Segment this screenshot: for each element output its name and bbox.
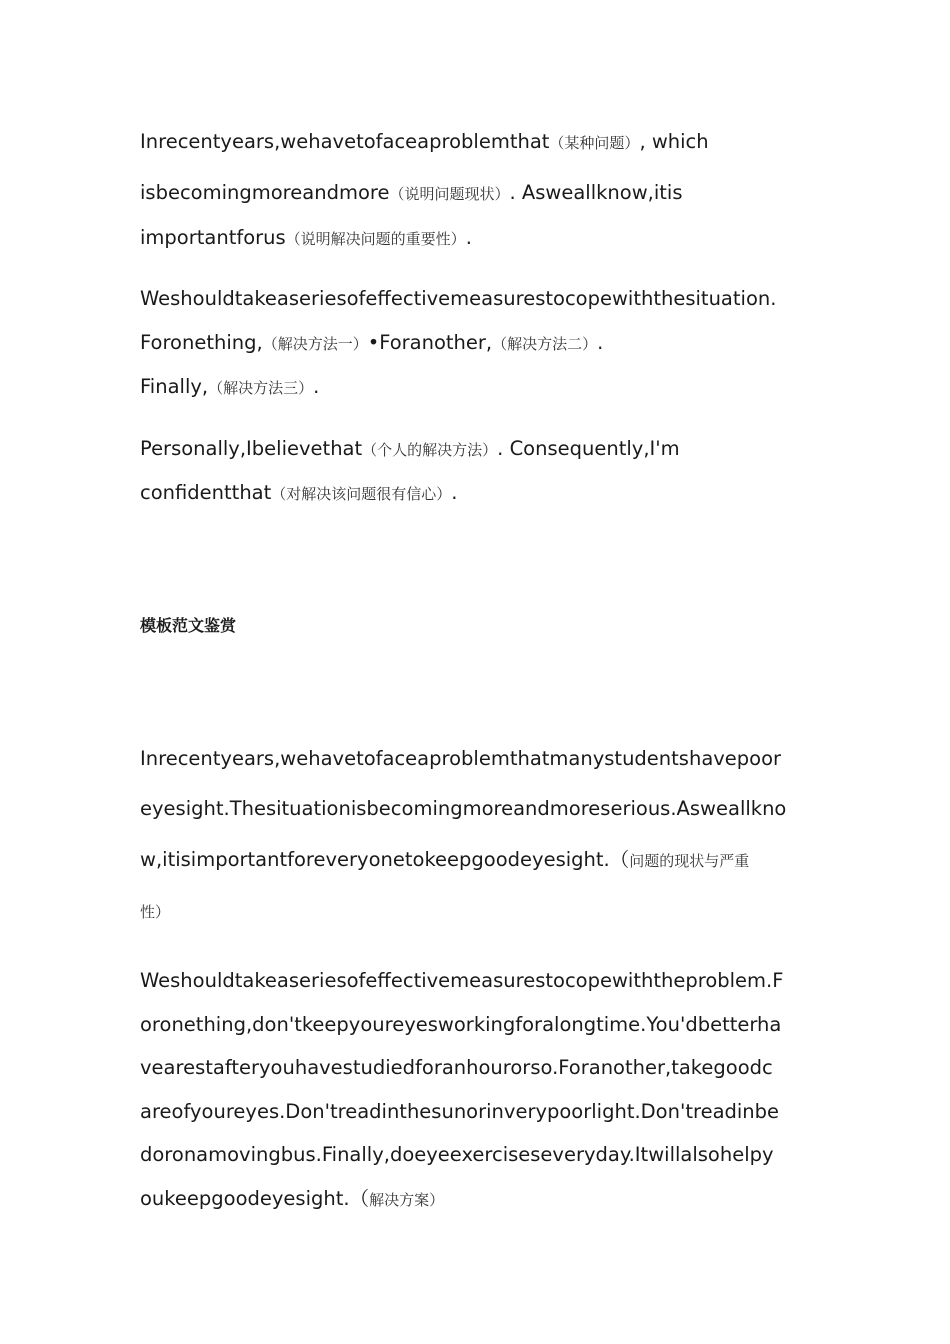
text-line: [140, 333, 603, 353]
text-line: [140, 1015, 781, 1035]
english-text: isbecomingmoreandmore: [140, 181, 390, 204]
text-line: [140, 850, 749, 870]
chinese-note: （说明问题现状）: [389, 185, 510, 203]
chinese-note: 性）: [140, 903, 171, 921]
english-text: Personally,Ibelievethat: [140, 437, 363, 460]
english-text: oronething,don'tkeepyoureyesworkingforalongtime.You'dbetterha: [140, 1013, 782, 1036]
text-line: [140, 289, 776, 309]
english-text: . Asweallknow,itis: [509, 181, 683, 204]
english-text: vearestafteryouhavestudiedforanhourorso.Foranother,takegoodc: [140, 1056, 773, 1079]
text-line: [140, 483, 458, 503]
english-text: Inrecentyears,wehavetofaceaproblemthatmanystudentshavepoor: [140, 747, 782, 770]
english-text: doronamovingbus.Finally,doeyeexerciseseveryday.Itwillalsohelpy: [140, 1143, 774, 1166]
english-text: Weshouldtakeaseriesofeffectivemeasurestocopewiththesituation.: [140, 287, 777, 310]
text-line: [140, 183, 682, 203]
text-line: [140, 749, 781, 769]
chinese-note: 问题的现状与严重: [629, 852, 750, 870]
chinese-note: （对解决该问题很有信心）: [271, 485, 452, 503]
chinese-note: （说明解决问题的重要性）: [285, 230, 466, 248]
text-line: [140, 377, 319, 397]
english-text: w,itisimportantforeveryonetokeepgoodeyesight.（: [140, 848, 630, 871]
text-line: [140, 228, 472, 248]
english-text: Foronething,: [140, 331, 263, 354]
chinese-note: （某种问题）: [549, 134, 640, 152]
section-heading: 模板范文鉴赏: [140, 616, 237, 635]
text-line: [140, 799, 786, 819]
english-text: .: [465, 226, 472, 249]
chinese-note: （个人的解决方法）: [362, 441, 498, 459]
chinese-note: （解决方法一）: [262, 335, 368, 353]
english-text: eyesight.Thesituationisbecomingmoreandmoreserious.Asweallkno: [140, 797, 787, 820]
english-text: oukeepgoodeyesight.（: [140, 1187, 370, 1210]
english-text: .: [451, 481, 458, 504]
english-text: Finally,: [140, 375, 209, 398]
english-text: . Consequently,I'm: [497, 437, 680, 460]
chinese-note: （解决方法三）: [208, 379, 314, 397]
text-line: [140, 971, 783, 991]
english-text: •Foranother,: [367, 331, 493, 354]
english-text: Inrecentyears,wehavetofaceaproblemthat: [140, 130, 550, 153]
chinese-note: 解决方案）: [369, 1191, 445, 1209]
text-line: [140, 1102, 779, 1122]
english-text: importantforus: [140, 226, 286, 249]
english-text: .: [597, 331, 604, 354]
english-text: Weshouldtakeaseriesofeffectivemeasurestocopewiththeproblem.F: [140, 969, 784, 992]
text-line: [140, 132, 709, 152]
english-text: , which: [639, 130, 709, 153]
text-line: [140, 439, 680, 459]
english-text: confidentthat: [140, 481, 272, 504]
text-line: [140, 1145, 774, 1165]
text-line: [140, 1189, 444, 1209]
english-text: .: [313, 375, 320, 398]
english-text: areofyoureyes.Don'treadinthesunorinverypoorlight.Don'treadinbe: [140, 1100, 780, 1123]
text-line: [140, 1058, 773, 1078]
chinese-note: （解决方法二）: [492, 335, 598, 353]
text-line: [140, 901, 170, 921]
